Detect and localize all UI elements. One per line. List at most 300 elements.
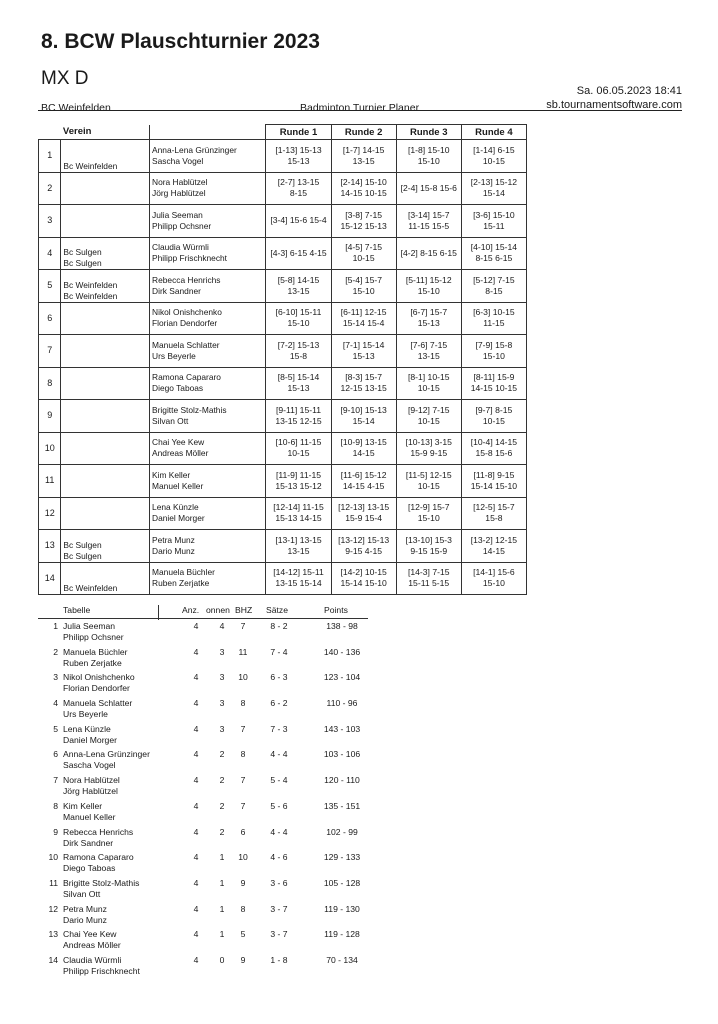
seed-number: 3 (39, 205, 61, 238)
seed-number: 4 (39, 237, 61, 270)
result-cell (331, 172, 396, 205)
club-cell (61, 367, 150, 400)
result-cell (461, 205, 526, 238)
result-line: 15-11 (483, 220, 505, 231)
points-value: 102 - 99 (326, 826, 358, 837)
standings-row (38, 850, 368, 876)
pair-names (63, 775, 120, 797)
result-line: [14-3] 7-15 (407, 567, 450, 578)
player-name: Diego Taboas (152, 383, 204, 394)
player-name: Ruben Zerjatke (152, 578, 210, 589)
page-title: 8. BCW Plauschturnier 2023 (41, 30, 320, 53)
result-line: 15-13 (287, 155, 310, 166)
pair-names (63, 801, 116, 823)
bhz-value: 11 (238, 646, 248, 657)
result-cell (266, 367, 331, 400)
matches-played: 4 (193, 954, 199, 965)
result-cell (266, 497, 331, 530)
result-cell (331, 562, 396, 595)
bhz-value: 9 (240, 877, 246, 888)
player-name: Chai Yee Kew (63, 929, 117, 940)
result-line: [13-10] 15-3 (405, 534, 452, 545)
matches-played: 4 (193, 929, 199, 940)
player-name: Urs Beyerle (63, 709, 108, 720)
player-name: Florian Dendorfer (152, 318, 218, 329)
sets-value: 5 - 6 (270, 800, 288, 811)
result-cell (331, 237, 396, 270)
sets-value: 4 - 4 (270, 826, 288, 837)
result-line: [1-14] 6-15 (473, 144, 515, 155)
players-cell (150, 367, 266, 400)
points-value: 143 - 103 (323, 723, 361, 734)
result-line: 9-15 15-9 (410, 545, 448, 556)
result-line: [4-3] 6-15 4-15 (270, 247, 327, 258)
player-name: Julia Seeman (152, 209, 203, 220)
result-cell (396, 205, 461, 238)
result-line: [10-9] 13-15 (340, 437, 387, 448)
result-line: [14-2] 10-15 (340, 567, 387, 578)
matches-played: 4 (193, 826, 199, 837)
result-cell (396, 140, 461, 173)
player-name: Kim Keller (63, 800, 103, 811)
result-line: [1-13] 15-13 (275, 144, 322, 155)
result-line: 15-9 9-15 (410, 448, 448, 459)
result-line: 13-15 (287, 285, 310, 296)
seed-number: 9 (39, 400, 61, 433)
result-cell (266, 172, 331, 205)
verein-header: Verein (61, 125, 150, 140)
result-line: [10-13] 3-15 (405, 437, 452, 448)
matches-played: 4 (193, 646, 199, 657)
sets-value: 6 - 3 (270, 672, 288, 683)
players-cell (150, 205, 266, 238)
result-cell (266, 335, 331, 368)
result-line: [11-9] 11-15 (275, 469, 322, 480)
seed-number: 11 (39, 465, 61, 498)
pair-names (63, 827, 133, 849)
matches-played: 4 (193, 775, 199, 786)
player-name: Claudia Würmli (63, 954, 122, 965)
player-name: Dirk Sandner (152, 285, 201, 296)
player-name: Dirk Sandner (63, 837, 114, 848)
player-name: Urs Beyerle (152, 350, 196, 361)
pair-names (63, 749, 150, 771)
bhz-value: 10 (238, 852, 248, 863)
result-line: [6-7] 15-7 (410, 307, 448, 318)
result-line: 14-15 (352, 448, 375, 459)
standings-row (38, 876, 368, 902)
players-cell (150, 270, 266, 303)
result-line: [10-4] 14-15 (470, 437, 518, 448)
result-cell (461, 562, 526, 595)
club-cell (61, 562, 150, 595)
matches-won: 4 (219, 621, 225, 631)
club-cell (61, 432, 150, 465)
sets-value: 7 - 3 (270, 723, 288, 734)
result-line: 15-13 (352, 350, 375, 361)
draw-row (39, 497, 527, 530)
player-name: Dario Munz (63, 914, 107, 925)
result-line: [5-8] 14-15 (277, 274, 320, 285)
matches-won: 3 (219, 723, 225, 734)
matches-won: 1 (219, 929, 225, 940)
rank: 14 (48, 954, 58, 965)
matches-played: 4 (193, 852, 199, 863)
result-line: [3-4] 15-6 15-4 (270, 215, 327, 226)
standings-row (38, 619, 368, 645)
player-name: Lena Künzle (152, 502, 199, 513)
matches-played: 4 (193, 621, 199, 631)
club-cell (61, 140, 150, 173)
matches-played: 4 (193, 672, 199, 683)
bhz-value: 8 (240, 903, 246, 914)
pair-names (63, 621, 124, 643)
result-cell (331, 497, 396, 530)
result-cell (396, 562, 461, 595)
result-line: [4-10] 15-14 (470, 242, 518, 253)
draw-row (39, 465, 527, 498)
draw-row (39, 172, 527, 205)
player-name: Daniel Morger (152, 513, 205, 524)
result-line: 10-15 (417, 383, 440, 394)
points-value: 120 - 110 (324, 775, 360, 786)
points-value: 105 - 128 (323, 877, 361, 888)
club-name: Bc Weinfelden (63, 583, 118, 593)
standings-row (38, 722, 368, 748)
draw-row (39, 367, 527, 400)
player-name: Nikol Onishchenko (63, 672, 135, 683)
matches-won: 1 (219, 852, 225, 863)
points-value: 129 - 133 (323, 852, 361, 863)
club-name: Bc Weinfelden (63, 160, 118, 171)
pair-names (63, 672, 135, 694)
result-line: 8-15 (485, 285, 503, 296)
result-line: 14-15 (482, 545, 505, 556)
player-name: Sascha Vogel (63, 760, 116, 771)
sets-value: 8 - 2 (270, 621, 288, 631)
draw-row (39, 140, 527, 173)
result-line: [2-7] 13-15 (277, 177, 320, 188)
result-line: 15-10 (352, 285, 375, 296)
standings-row (38, 953, 368, 979)
player-name: Manuela Schlatter (152, 339, 220, 350)
result-cell (331, 530, 396, 563)
rank: 4 (53, 698, 58, 709)
rank: 3 (53, 672, 58, 683)
result-cell (331, 140, 396, 173)
bhz-value: 6 (240, 826, 246, 837)
result-cell (331, 335, 396, 368)
result-cell (396, 530, 461, 563)
player-name: Philipp Ochsner (152, 220, 212, 231)
matches-won: 1 (219, 903, 225, 914)
players-cell (150, 497, 266, 530)
club-name: Bc Weinfelden (63, 290, 118, 301)
result-line: 15-10 (417, 155, 440, 166)
matches-won: 2 (219, 775, 225, 786)
matches-won: 3 (219, 672, 225, 683)
result-cell (396, 270, 461, 303)
matches-won: 1 (219, 877, 225, 888)
result-line: [9-7] 8-15 (475, 404, 513, 415)
result-line: [12-14] 11-15 (273, 502, 324, 513)
header-software: Badminton Turnier Planer (300, 102, 420, 114)
player-name: Jörg Hablützel (152, 188, 206, 199)
players-cell (150, 562, 266, 595)
result-line: [14-1] 15-6 (473, 567, 515, 578)
result-cell (266, 237, 331, 270)
result-cell (266, 400, 331, 433)
player-name: Petra Munz (63, 903, 107, 914)
result-line: 11-15 (483, 318, 505, 329)
points-value: 119 - 130 (324, 903, 360, 914)
result-line: [13-1] 13-15 (275, 534, 322, 545)
result-line: 10-15 (287, 448, 310, 459)
player-name: Lena Künzle (63, 723, 111, 734)
bhz-value: 10 (238, 672, 248, 683)
result-cell (461, 172, 526, 205)
bhz-value: 8 (240, 698, 246, 709)
player-name: Florian Dendorfer (63, 683, 130, 694)
result-line: 15-11 5-15 (408, 578, 450, 589)
result-cell (266, 270, 331, 303)
round-header: Runde 1 (266, 125, 331, 140)
players-cell (150, 335, 266, 368)
seed-number: 7 (39, 335, 61, 368)
pair-names (63, 929, 121, 951)
matches-won: 2 (219, 800, 225, 811)
result-line: [7-6] 7-15 (410, 339, 448, 350)
round-header: Runde 3 (396, 125, 461, 140)
anz-header: Anz. (182, 605, 200, 615)
matches-played: 4 (193, 903, 199, 914)
standings-row (38, 747, 368, 773)
matches-won: 2 (219, 826, 225, 837)
club-cell (61, 302, 150, 335)
result-line: [12-13] 13-15 (338, 502, 390, 513)
result-line: [4-2] 8-15 6-15 (400, 247, 457, 258)
sets-value: 3 - 7 (270, 929, 288, 940)
points-value: 103 - 106 (323, 749, 361, 760)
seed-number: 8 (39, 367, 61, 400)
result-line: [4-5] 7-15 (345, 242, 383, 253)
result-line: [8-3] 15-7 (345, 372, 383, 383)
result-cell (331, 367, 396, 400)
result-line: [6-3] 10-15 (473, 307, 515, 318)
result-line: 15-13 (417, 318, 440, 329)
matches-won: 0 (219, 954, 225, 965)
result-line: 15-14 15-10 (470, 480, 518, 491)
result-cell (266, 562, 331, 595)
pair-names (63, 724, 117, 746)
result-cell (396, 237, 461, 270)
standings-row (38, 927, 368, 953)
result-line: [8-11] 15-9 (473, 372, 515, 383)
result-line: 14-15 4-15 (342, 480, 385, 491)
result-cell (461, 530, 526, 563)
club-cell (61, 172, 150, 205)
result-cell (266, 302, 331, 335)
result-line: 15-13 (287, 383, 310, 394)
result-line: [9-10] 15-13 (340, 404, 387, 415)
event-name: MX D (41, 68, 89, 89)
result-cell (331, 270, 396, 303)
player-name: Silvan Ott (63, 888, 101, 899)
players-cell (150, 140, 266, 173)
club-cell (61, 237, 150, 270)
result-cell (331, 302, 396, 335)
standings-row (38, 799, 368, 825)
result-line: 12-15 13-15 (340, 383, 387, 394)
result-line: [2-4] 15-8 15-6 (400, 182, 457, 193)
club-name: Bc Sulgen (63, 258, 102, 268)
saetze-header: Sätze (266, 605, 288, 615)
result-line: 11-15 15-5 (408, 220, 450, 231)
draw-row (39, 562, 527, 595)
pair-names (63, 904, 107, 926)
result-cell (396, 400, 461, 433)
result-cell (266, 205, 331, 238)
sets-value: 3 - 6 (270, 877, 288, 888)
club-cell (61, 465, 150, 498)
player-name: Nora Hablützel (63, 775, 120, 786)
bhz-value: 7 (240, 723, 246, 734)
standings-header (38, 605, 368, 619)
round-header: Runde 4 (461, 125, 526, 140)
result-line: 13-15 12-15 (275, 415, 322, 426)
players-cell (150, 237, 266, 270)
result-line: [7-9] 15-8 (475, 339, 513, 350)
player-name: Kim Keller (152, 469, 191, 480)
result-line: [5-11] 15-12 (405, 274, 452, 285)
result-line: 15-14 (352, 415, 375, 426)
result-line: 13-15 (287, 545, 310, 556)
club-name: Bc Sulgen (63, 247, 102, 257)
sets-value: 3 - 7 (270, 903, 288, 914)
result-cell (396, 367, 461, 400)
club-cell (61, 530, 150, 563)
player-name: Manuel Keller (63, 811, 116, 822)
round-header: Runde 2 (331, 125, 396, 140)
result-cell (461, 335, 526, 368)
points-value: 138 - 98 (326, 621, 358, 631)
club-name: Bc Sulgen (63, 539, 102, 550)
bhz-value: 8 (240, 749, 246, 760)
result-line: [3-8] 7-15 (345, 209, 383, 220)
result-cell (461, 140, 526, 173)
result-line: 15-13 14-15 (275, 513, 322, 524)
result-cell (461, 400, 526, 433)
players-cell (150, 302, 266, 335)
result-line: 15-14 (482, 188, 505, 199)
result-line: 13-15 (352, 155, 375, 166)
result-cell (331, 205, 396, 238)
result-cell (461, 237, 526, 270)
pair-names (63, 698, 132, 720)
result-line: [7-2] 15-13 (277, 339, 320, 350)
standings-row (38, 773, 368, 799)
rank: 1 (53, 621, 58, 631)
standings-row (38, 670, 368, 696)
matches-played: 4 (193, 877, 199, 888)
points-value: 119 - 128 (324, 929, 360, 940)
player-name: Diego Taboas (63, 863, 116, 874)
result-cell (266, 432, 331, 465)
result-line: 10-15 (352, 253, 375, 264)
result-line: 15-8 (289, 350, 308, 361)
player-name: Rebecca Henrichs (63, 826, 134, 837)
players-cell (150, 465, 266, 498)
player-name: Jörg Hablützel (63, 786, 118, 797)
result-line: [11-5] 12-15 (405, 469, 452, 480)
result-line: 14-15 10-15 (470, 383, 518, 394)
player-name: Silvan Ott (152, 415, 189, 426)
tabelle-header: Tabelle (63, 605, 91, 615)
result-line: 10-15 (482, 415, 505, 426)
rank: 9 (53, 826, 58, 837)
seed-number: 14 (39, 562, 61, 595)
rank: 2 (53, 646, 58, 657)
result-line: [13-2] 12-15 (470, 534, 518, 545)
result-cell (396, 465, 461, 498)
result-line: [14-12] 15-11 (273, 567, 324, 578)
draw-row (39, 205, 527, 238)
seed-number: 10 (39, 432, 61, 465)
result-line: [7-1] 15-14 (342, 339, 385, 350)
player-name: Ruben Zerjatke (63, 657, 122, 668)
player-name: Chai Yee Kew (152, 437, 205, 448)
matches-played: 4 (193, 800, 199, 811)
standings-row (38, 825, 368, 851)
player-name: Philipp Frischknecht (152, 253, 227, 264)
standings-row (38, 645, 368, 671)
points-value: 140 - 136 (323, 646, 361, 657)
player-name: Daniel Morger (63, 734, 117, 745)
sets-value: 7 - 4 (270, 646, 288, 657)
player-name: Andreas Möller (152, 448, 209, 459)
result-cell (461, 302, 526, 335)
result-cell (331, 400, 396, 433)
player-name: Julia Seeman (63, 621, 116, 631)
result-line: [6-11] 12-15 (340, 307, 387, 318)
club-cell (61, 270, 150, 303)
result-line: 15-13 15-12 (275, 480, 322, 491)
result-line: [1-7] 14-15 (342, 144, 385, 155)
result-cell (331, 432, 396, 465)
matches-won: 3 (219, 646, 225, 657)
header-site: sb.tournamentsoftware.com (546, 99, 682, 111)
result-line: [8-1] 10-15 (407, 372, 450, 383)
result-cell (461, 497, 526, 530)
result-line: 8-15 6-15 (475, 253, 513, 264)
club-cell (61, 497, 150, 530)
standings-table (38, 605, 368, 979)
points-header: Points (324, 605, 348, 615)
club-cell (61, 335, 150, 368)
draw-row (39, 302, 527, 335)
players-cell (150, 172, 266, 205)
player-name: Anna-Lena Grünzinger (152, 144, 237, 155)
matches-played: 4 (193, 723, 199, 734)
result-cell (266, 140, 331, 173)
pair-names (63, 852, 134, 874)
draw-row (39, 270, 527, 303)
club-cell (61, 400, 150, 433)
seed-number: 1 (39, 140, 61, 173)
result-line: 13-15 15-14 (275, 578, 322, 589)
club-name: Bc Weinfelden (63, 279, 118, 290)
result-cell (461, 270, 526, 303)
